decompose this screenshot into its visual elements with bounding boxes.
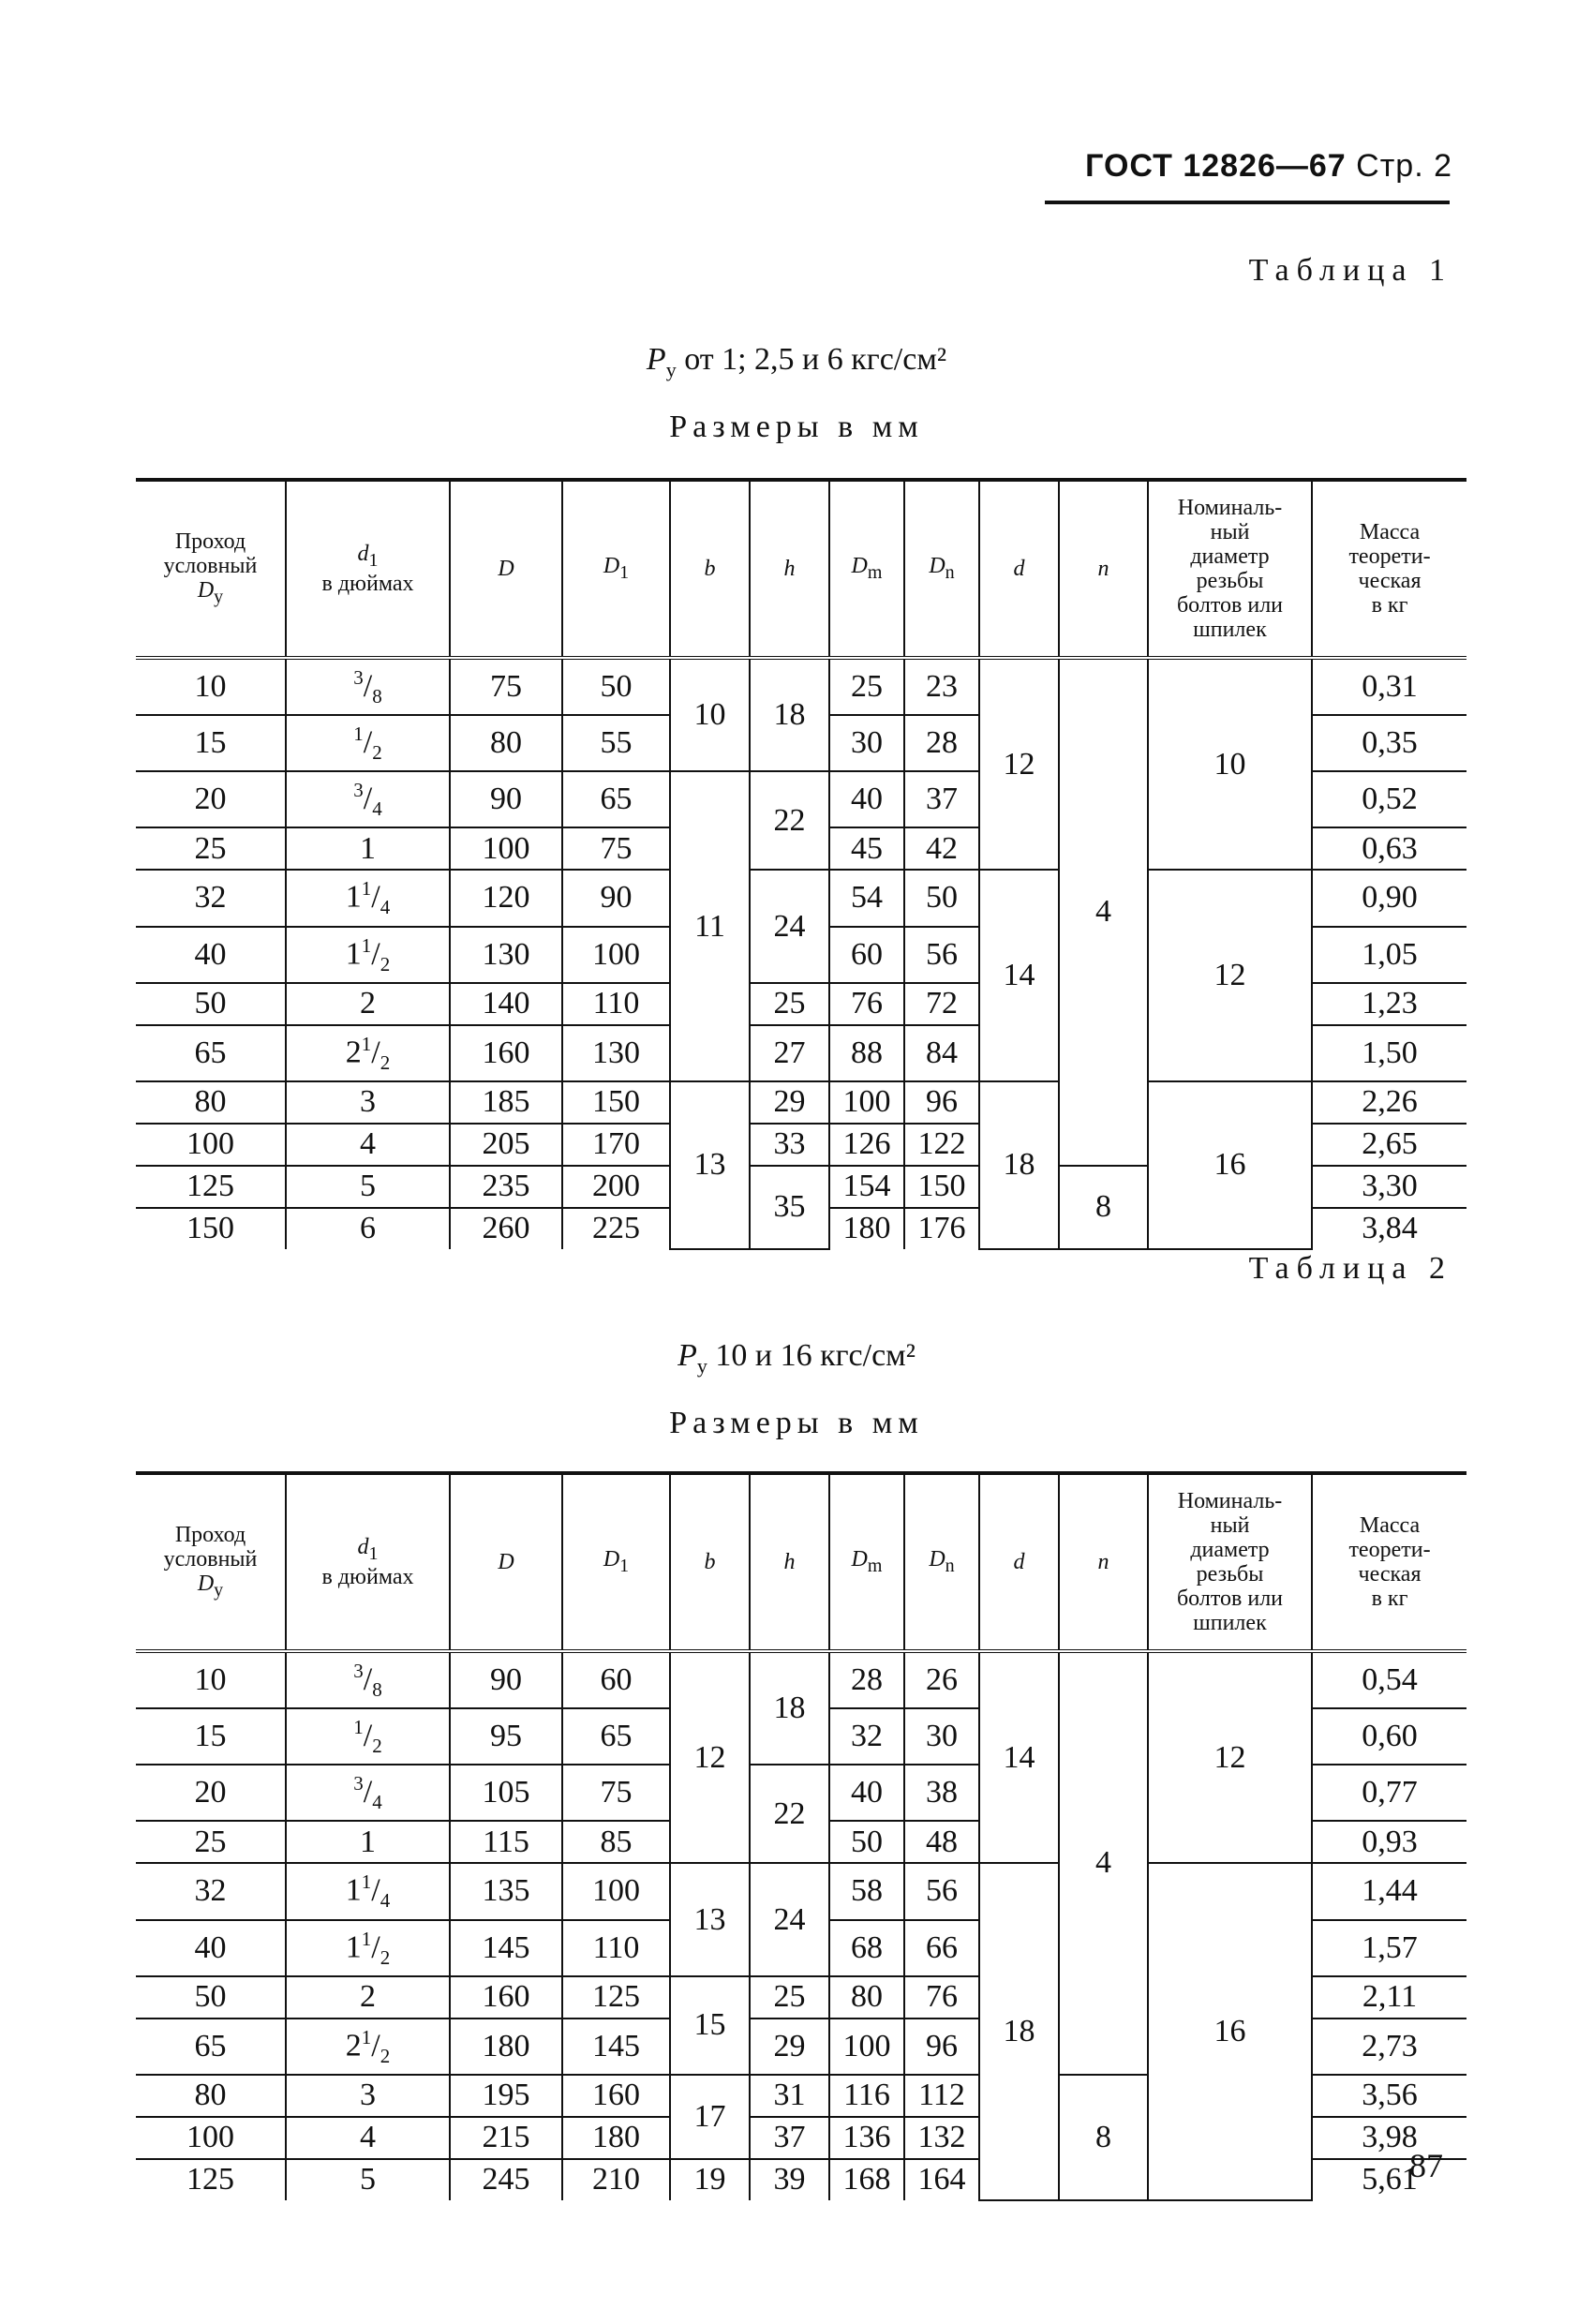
cell-dy: 15 [136, 715, 286, 771]
cell-h: 39 [750, 2159, 829, 2200]
cell-bolt: 10 [1148, 658, 1312, 870]
cell-d1: 1 [286, 827, 450, 870]
d1-denominator: 4 [372, 1791, 382, 1814]
col-d1-sub: 1 [368, 549, 379, 571]
cell-dn: 28 [904, 715, 979, 771]
cell-dy: 15 [136, 1708, 286, 1765]
table-row [136, 1081, 1466, 1124]
cell-mass: 3,98 [1312, 2117, 1466, 2159]
cell-dn: 26 [904, 1651, 979, 1708]
col-n [1059, 480, 1148, 658]
cell-dn: 150 [904, 1166, 979, 1208]
cell-n: 8 [1059, 2075, 1148, 2200]
cell-h: 18 [750, 1651, 829, 1765]
col-d-symbol: d [1013, 557, 1025, 581]
col-dy-sub: у [214, 586, 224, 607]
cell-mass: 5,61 [1312, 2159, 1466, 2200]
col-h-symbol: h [783, 1550, 796, 1574]
cell-mass: 3,30 [1312, 1166, 1466, 1208]
cell-dy: 10 [136, 658, 286, 715]
cell-d1: 5 [286, 2159, 450, 2200]
cell-mass: 3,56 [1312, 2075, 1466, 2117]
cell-d1: $^3/_8$ [286, 658, 450, 715]
cell-dn: 42 [904, 827, 979, 870]
header-row [136, 1473, 1466, 1651]
col-n [1059, 1473, 1148, 1651]
cell-dy: 10 [136, 1651, 286, 1708]
cell-dm: 30 [829, 715, 904, 771]
cell-mass: 0,60 [1312, 1708, 1466, 1765]
cell-D: 105 [450, 1765, 562, 1821]
cell-dm: 40 [829, 1765, 904, 1821]
col-b-symbol: b [704, 1550, 716, 1574]
col-D [450, 480, 562, 658]
cell-mass: 0,93 [1312, 1821, 1466, 1863]
cell-d1: $1^1/_4$ [286, 1863, 450, 1919]
cell-dn: 76 [904, 1976, 979, 2019]
col-h [750, 1473, 829, 1651]
cell-d1: $^1/_2$ [286, 1708, 450, 1765]
cell-D1: 65 [562, 1708, 670, 1765]
col-dm-symbol: D [851, 553, 868, 578]
col-dn-symbol: D [929, 553, 945, 578]
col-dm [829, 480, 904, 658]
cell-h: 35 [750, 1166, 829, 1249]
cell-mass: 0,31 [1312, 658, 1466, 715]
standard-number: ГОСТ 12826—67 [1085, 148, 1347, 184]
table-row [136, 870, 1466, 926]
d1-numerator: 3 [353, 779, 364, 802]
d1-numerator: 1 [361, 1870, 372, 1894]
col-dy: Проход условный $D_у$ [136, 480, 286, 658]
cell-d1: $^3/_4$ [286, 1765, 450, 1821]
col-b-symbol: b [704, 557, 716, 581]
cell-bolt: 16 [1148, 1081, 1312, 1249]
cell-dn: 84 [904, 1025, 979, 1081]
cell-D1: 50 [562, 658, 670, 715]
cell-dn: 66 [904, 1920, 979, 1976]
cell-b: 19 [670, 2159, 750, 2200]
cell-dy: 80 [136, 1081, 286, 1124]
cell-d1: $1^1/_4$ [286, 870, 450, 926]
cell-D1: 200 [562, 1166, 670, 1208]
cell-dy: 125 [136, 1166, 286, 1208]
cell-b: 13 [670, 1863, 750, 1975]
cell-dy: 150 [186, 1211, 234, 1246]
cell-dy: 65 [136, 2019, 286, 2075]
col-b [670, 480, 750, 658]
cell-D1: 85 [562, 1821, 670, 1863]
cell-dm: 68 [829, 1920, 904, 1976]
cell-dn: 56 [904, 1863, 979, 1919]
col-d1-symbol: d [357, 541, 369, 566]
cell-dy: 32 [136, 870, 286, 926]
cell-D: 140 [450, 983, 562, 1025]
cell-h: 37 [750, 2117, 829, 2159]
col-d1-symbol: d [357, 1534, 369, 1559]
cell-mass: 0,54 [1312, 1651, 1466, 1708]
cell-dm: 28 [829, 1651, 904, 1708]
table1 [136, 478, 1466, 1250]
cell-mass: 0,35 [1312, 715, 1466, 771]
cell-dy: 100 [136, 2117, 286, 2159]
col-n-symbol: n [1097, 557, 1109, 581]
d1-denominator: 2 [380, 2044, 391, 2067]
cell-h: 24 [750, 870, 829, 982]
cell-dm: 45 [829, 827, 904, 870]
col-bolt: Номиналь- ный диаметр резьбы болтов или шпилек [1148, 1473, 1312, 1651]
cell-d1: 4 [286, 1124, 450, 1166]
cell-D1: 60 [562, 1651, 670, 1708]
cell-dy: 125 [186, 2162, 234, 2197]
cell-dy: 50 [136, 1976, 286, 2019]
cell-b: 15 [670, 1976, 750, 2075]
cell-D1: 55 [562, 715, 670, 771]
col-dn-symbol: D [929, 1546, 945, 1572]
cell-dn: 23 [904, 658, 979, 715]
col-D-symbol: D [498, 1550, 514, 1574]
d1-denominator: 2 [380, 1945, 391, 1969]
cell-D1: 150 [562, 1081, 670, 1124]
cell-D1: 75 [562, 827, 670, 870]
cell-D: 195 [450, 2075, 562, 2117]
cell-D: 135 [450, 1863, 562, 1919]
cell-dm: 180 [829, 1208, 904, 1249]
cell-d1: 2 [286, 1976, 450, 2019]
cell-b: 13 [670, 1081, 750, 1249]
cell-D: 180 [450, 2019, 562, 2075]
cell-d: 14 [979, 870, 1059, 1080]
cell-D: 185 [450, 1081, 562, 1124]
cell-D: 90 [450, 771, 562, 827]
cell-dn: 30 [904, 1708, 979, 1765]
cell-D1: 110 [562, 1920, 670, 1976]
table1-caption: Таблица 1 [1248, 253, 1452, 288]
cell-b: 11 [670, 771, 750, 1081]
d1-denominator: 8 [372, 685, 382, 708]
cell-D1: 170 [562, 1124, 670, 1166]
cell-h: 29 [750, 1081, 829, 1124]
cell-d1: 6 [286, 1208, 450, 1249]
cell-dm: 25 [829, 658, 904, 715]
d1-denominator: 4 [380, 1889, 391, 1913]
cell-D1: 130 [562, 1025, 670, 1081]
cell-dy: 40 [136, 927, 286, 983]
cell-mass: 1,44 [1312, 1863, 1466, 1919]
col-mass: Масса теорети- ческая в кг [1312, 480, 1466, 658]
cell-dm: 32 [829, 1708, 904, 1765]
cell-d1: 5 [286, 1166, 450, 1208]
col-D1-sub: 1 [619, 561, 630, 583]
cell-D: 130 [450, 927, 562, 983]
cell-D: 235 [450, 1166, 562, 1208]
cell-dm: 60 [829, 927, 904, 983]
d1-numerator: 1 [361, 1032, 372, 1055]
d1-numerator: 1 [353, 723, 364, 746]
table2 [136, 1471, 1466, 2201]
cell-dm: 88 [829, 1025, 904, 1081]
cell-mass: 1,57 [1312, 1920, 1466, 1976]
cell-D: 145 [450, 1920, 562, 1976]
cell-dn: 50 [904, 870, 979, 926]
cell-dn: 38 [904, 1765, 979, 1821]
cell-D1: 125 [562, 1976, 670, 2019]
cell-D: 100 [450, 827, 562, 870]
cell-h: 22 [750, 1765, 829, 1863]
cell-dy: 32 [136, 1863, 286, 1919]
d1-denominator: 2 [380, 952, 391, 976]
cell-D1: 100 [562, 1863, 670, 1919]
cell-D: 95 [450, 1708, 562, 1765]
col-d1: $d_1$ в дюймах [286, 1473, 450, 1651]
col-d [979, 480, 1059, 658]
cell-d1: $1^1/_2$ [286, 927, 450, 983]
d1-numerator: 1 [361, 933, 372, 957]
d1-denominator: 2 [380, 1050, 391, 1074]
cell-dn: 56 [904, 927, 979, 983]
cell-b: 12 [670, 1651, 750, 1863]
cell-D1: 180 [562, 2117, 670, 2159]
header-rule [1045, 201, 1450, 204]
cell-d1: $^3/_4$ [286, 771, 450, 827]
cell-dm: 100 [829, 2019, 904, 2075]
cell-mass: 0,77 [1312, 1765, 1466, 1821]
cell-d: 18 [979, 1081, 1059, 1249]
cell-mass: 1,50 [1312, 1025, 1466, 1081]
cell-dm: 154 [829, 1166, 904, 1208]
col-dy-symbol: D [197, 577, 215, 603]
cell-h: 33 [750, 1124, 829, 1166]
cell-h: 22 [750, 771, 829, 870]
col-dm [829, 1473, 904, 1651]
cell-mass: 2,73 [1312, 2019, 1466, 2075]
d1-numerator: 3 [353, 666, 364, 689]
cell-D: 245 [450, 2159, 562, 2200]
col-dy-symbol: D [197, 1571, 215, 1596]
col-D1 [562, 480, 670, 658]
cell-h: 25 [750, 983, 829, 1025]
cell-d1: $^1/_2$ [286, 715, 450, 771]
cell-b: 10 [670, 658, 750, 771]
cell-D1: 225 [562, 1208, 670, 1249]
cell-d: 14 [979, 1651, 1059, 1863]
cell-dn: 112 [904, 2075, 979, 2117]
cell-dm: 50 [829, 1821, 904, 1863]
cell-h: 24 [750, 1863, 829, 1975]
cell-D: 215 [450, 2117, 562, 2159]
col-D1-symbol: D [603, 553, 620, 578]
table-row [136, 1651, 1466, 1708]
cell-dm: 136 [829, 2117, 904, 2159]
d1-numerator: 1 [361, 1927, 372, 1950]
cell-D: 160 [450, 1025, 562, 1081]
col-dn [904, 1473, 979, 1651]
col-d [979, 1473, 1059, 1651]
cell-dy: 100 [136, 1124, 286, 1166]
table2-units: Размеры в мм [669, 1406, 924, 1440]
cell-dm: 126 [829, 1124, 904, 1166]
cell-dy: 25 [136, 827, 286, 870]
cell-d1: 3 [286, 1081, 450, 1124]
cell-d1: 2 [286, 983, 450, 1025]
cell-D: 75 [450, 658, 562, 715]
cell-dn: 122 [904, 1124, 979, 1166]
cell-mass: 1,05 [1312, 927, 1466, 983]
cell-D1: 65 [562, 771, 670, 827]
col-dm-sub: m [867, 561, 883, 583]
cell-dy: 50 [136, 983, 286, 1025]
col-dn-sub: n [945, 561, 955, 583]
cell-d1: $2^1/_2$ [286, 2019, 450, 2075]
cell-dn: 164 [904, 2159, 979, 2200]
cell-mass: 0,63 [1312, 827, 1466, 870]
cell-D: 160 [450, 1976, 562, 2019]
col-D1-sub: 1 [619, 1555, 630, 1576]
cell-D: 120 [450, 870, 562, 926]
cell-mass: 1,23 [1312, 983, 1466, 1025]
col-D1 [562, 1473, 670, 1651]
cell-D1: 100 [562, 927, 670, 983]
cell-D1: 90 [562, 870, 670, 926]
col-mass: Масса теорети- ческая в кг [1312, 1473, 1466, 1651]
d1-numerator: 3 [353, 1772, 364, 1795]
cell-dy: 80 [136, 2075, 286, 2117]
d1-denominator: 4 [372, 797, 382, 821]
cell-h: 18 [750, 658, 829, 771]
col-bolt: Номиналь- ный диаметр резьбы болтов или шпилек [1148, 480, 1312, 658]
cell-bolt: 12 [1148, 870, 1312, 1080]
col-D-symbol: D [498, 557, 514, 581]
cell-dm: 80 [829, 1976, 904, 2019]
table-row [136, 1863, 1466, 1919]
cell-dm: 116 [829, 2075, 904, 2117]
d1-numerator: 1 [361, 877, 372, 901]
cell-dy: 20 [136, 1765, 286, 1821]
col-dm-sub: m [867, 1555, 883, 1576]
cell-dn: 176 [904, 1208, 979, 1249]
cell-dm: 40 [829, 771, 904, 827]
cell-bolt: 16 [1148, 1863, 1312, 2199]
col-D [450, 1473, 562, 1651]
cell-d1: $^3/_8$ [286, 1651, 450, 1708]
cell-h: 27 [750, 1025, 829, 1081]
cell-n: 8 [1059, 1166, 1148, 1249]
cell-D: 115 [450, 1821, 562, 1863]
col-n-symbol: n [1097, 1550, 1109, 1574]
cell-dn: 37 [904, 771, 979, 827]
cell-mass: 2,65 [1312, 1124, 1466, 1166]
cell-b: 17 [670, 2075, 750, 2159]
page-number: 87 [1409, 2147, 1443, 2184]
cell-dm: 76 [829, 983, 904, 1025]
cell-d1: $2^1/_2$ [286, 1025, 450, 1081]
table1-units: Размеры в мм [669, 410, 924, 444]
col-d1: $d_1$ в дюймах [286, 480, 450, 658]
cell-n: 4 [1059, 1651, 1148, 2075]
cell-d1: 1 [286, 1821, 450, 1863]
cell-D1: 145 [562, 2019, 670, 2075]
col-dy: Проход условный $D_у$ [136, 1473, 286, 1651]
col-h-symbol: h [783, 557, 796, 581]
col-d1-sub: 1 [368, 1542, 379, 1564]
cell-mass: 2,26 [1312, 1081, 1466, 1124]
cell-mass: 3,84 [1312, 1208, 1466, 1249]
page-label: Стр. 2 [1356, 148, 1452, 184]
cell-h: 31 [750, 2075, 829, 2117]
cell-D: 205 [450, 1124, 562, 1166]
cell-dn: 132 [904, 2117, 979, 2159]
cell-D: 260 [450, 1208, 562, 1249]
col-dy-sub: у [214, 1579, 224, 1601]
cell-dy: 20 [136, 771, 286, 827]
cell-n: 4 [1059, 658, 1148, 1166]
cell-dn: 48 [904, 1821, 979, 1863]
col-h [750, 480, 829, 658]
cell-D1: 110 [562, 983, 670, 1025]
d1-denominator: 2 [372, 741, 382, 765]
cell-D1: 75 [562, 1765, 670, 1821]
cell-mass: 2,11 [1312, 1976, 1466, 2019]
cell-d: 12 [979, 658, 1059, 870]
d1-denominator: 2 [372, 1735, 382, 1758]
cell-dy: 40 [136, 1920, 286, 1976]
header-row [136, 480, 1466, 658]
col-d-symbol: d [1013, 1550, 1025, 1574]
col-dn-sub: n [945, 1555, 955, 1576]
cell-d: 18 [979, 1863, 1059, 2199]
cell-dm: 54 [829, 870, 904, 926]
cell-dy: 65 [136, 1025, 286, 1081]
col-dn [904, 480, 979, 658]
d1-numerator: 1 [353, 1716, 364, 1739]
col-b [670, 1473, 750, 1651]
cell-d1: 3 [286, 2075, 450, 2117]
cell-mass: 0,90 [1312, 870, 1466, 926]
cell-dn: 96 [904, 2019, 979, 2075]
cell-h: 29 [750, 2019, 829, 2075]
col-dm-symbol: D [851, 1546, 868, 1572]
cell-dn: 96 [904, 1081, 979, 1124]
cell-dn: 72 [904, 983, 979, 1025]
cell-h: 25 [750, 1976, 829, 2019]
cell-d1: 4 [286, 2117, 450, 2159]
table1-subtitle: $P_у$ от 1; 2,5 и 6 кгс/см² [646, 342, 947, 381]
col-D1-symbol: D [603, 1546, 620, 1572]
table-row [136, 658, 1466, 715]
cell-D1: 210 [562, 2159, 670, 2200]
cell-d1: $1^1/_2$ [286, 1920, 450, 1976]
cell-dm: 58 [829, 1863, 904, 1919]
table2-caption: Таблица 2 [1248, 1251, 1452, 1286]
cell-dm: 168 [829, 2159, 904, 2200]
page-header [1085, 148, 1452, 185]
d1-numerator: 3 [353, 1660, 364, 1682]
cell-D: 90 [450, 1651, 562, 1708]
cell-bolt: 12 [1148, 1651, 1312, 1863]
cell-D1: 160 [562, 2075, 670, 2117]
cell-D: 80 [450, 715, 562, 771]
d1-denominator: 8 [372, 1678, 382, 1702]
cell-dy: 25 [136, 1821, 286, 1863]
cell-mass: 0,52 [1312, 771, 1466, 827]
d1-denominator: 4 [380, 896, 391, 919]
table2-subtitle: $P_у$ 10 и 16 кгс/см² [677, 1338, 916, 1378]
cell-dm: 100 [829, 1081, 904, 1124]
d1-numerator: 1 [361, 2025, 372, 2048]
